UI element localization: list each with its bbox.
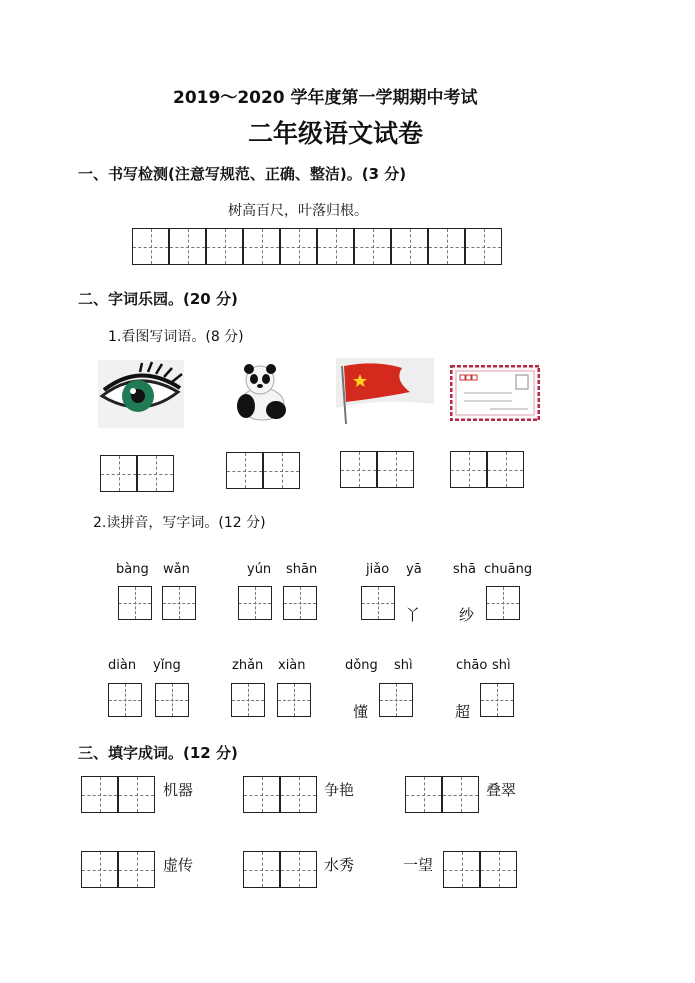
pinyin: shì (492, 658, 511, 673)
writing-box[interactable] (280, 228, 317, 265)
answer-box[interactable] (277, 683, 311, 717)
eye-icon (98, 360, 184, 428)
answer-box[interactable] (100, 455, 137, 492)
answer-box[interactable] (280, 851, 317, 888)
writing-box[interactable] (465, 228, 502, 265)
pinyin: shā (453, 562, 476, 577)
exam-title: 2019～2020 学年度第一学期期中考试 (173, 88, 478, 108)
answer-box[interactable] (377, 451, 414, 488)
section1-title: 一、书写检测(注意写规范、正确、整洁)。(3 分) (78, 165, 407, 183)
answer-box[interactable] (487, 451, 524, 488)
answer-box[interactable] (118, 586, 152, 620)
answer-box[interactable] (340, 451, 377, 488)
answer-box[interactable] (480, 683, 514, 717)
flag-icon (336, 358, 434, 424)
pinyin: diàn (108, 658, 137, 673)
given-char: 超 (455, 703, 471, 721)
pinyin: yún (247, 562, 272, 577)
pinyin: wǎn (163, 562, 190, 577)
pinyin: chuāng (484, 562, 533, 577)
answer-box[interactable] (118, 776, 155, 813)
pinyin: xiàn (278, 658, 306, 673)
panda-icon (228, 362, 292, 422)
writing-box[interactable] (169, 228, 206, 265)
answer-box[interactable] (443, 851, 480, 888)
writing-box[interactable] (391, 228, 428, 265)
pinyin: shì (394, 658, 413, 673)
section3-title: 三、填字成词。(12 分) (78, 744, 238, 762)
answer-box[interactable] (280, 776, 317, 813)
answer-box[interactable] (379, 683, 413, 717)
pinyin: yǐng (153, 658, 181, 673)
answer-box[interactable] (162, 586, 196, 620)
answer-box[interactable] (405, 776, 442, 813)
writing-box[interactable] (206, 228, 243, 265)
word-suffix: 争艳 (324, 781, 355, 799)
word-suffix: 水秀 (324, 856, 355, 874)
envelope-icon (450, 365, 540, 421)
q1-title: 1.看图写词语。(8 分) (108, 329, 244, 345)
word-suffix: 机器 (163, 781, 194, 799)
writing-box[interactable] (132, 228, 169, 265)
pinyin: chāo (456, 658, 488, 673)
answer-box[interactable] (480, 851, 517, 888)
writing-box[interactable] (317, 228, 354, 265)
given-char: 懂 (353, 703, 369, 721)
answer-box[interactable] (81, 776, 118, 813)
answer-box[interactable] (238, 586, 272, 620)
answer-box[interactable] (118, 851, 155, 888)
answer-box[interactable] (81, 851, 118, 888)
answer-box[interactable] (231, 683, 265, 717)
word-prefix: 一望 (403, 856, 434, 874)
answer-box[interactable] (361, 586, 395, 620)
answer-box[interactable] (243, 776, 280, 813)
paper-title: 二年级语文试卷 (248, 119, 424, 148)
answer-box[interactable] (263, 452, 300, 489)
pinyin: shān (286, 562, 318, 577)
answer-box[interactable] (108, 683, 142, 717)
q2-title: 2.读拼音，写字词。(12 分) (93, 515, 266, 531)
pinyin: jiǎo (366, 562, 390, 577)
answer-box[interactable] (442, 776, 479, 813)
pinyin: bàng (116, 562, 149, 577)
writing-box[interactable] (354, 228, 391, 265)
answer-box[interactable] (226, 452, 263, 489)
pinyin: dǒng (345, 658, 378, 673)
given-char: 纱 (459, 606, 475, 624)
answer-box[interactable] (283, 586, 317, 620)
word-suffix: 虚传 (163, 856, 194, 874)
section1-writing-grid (132, 228, 504, 265)
answer-box[interactable] (486, 586, 520, 620)
writing-box[interactable] (428, 228, 465, 265)
given-char: 丫 (405, 606, 421, 624)
pinyin: yā (406, 562, 422, 577)
answer-box[interactable] (137, 455, 174, 492)
word-suffix: 叠翠 (486, 781, 517, 799)
answer-box[interactable] (155, 683, 189, 717)
section2-title: 二、字词乐园。(20 分) (78, 290, 238, 308)
section1-sentence: 树高百尺，叶落归根。 (228, 203, 368, 219)
answer-box[interactable] (450, 451, 487, 488)
writing-box[interactable] (243, 228, 280, 265)
answer-box[interactable] (243, 851, 280, 888)
pinyin: zhǎn (232, 658, 264, 673)
